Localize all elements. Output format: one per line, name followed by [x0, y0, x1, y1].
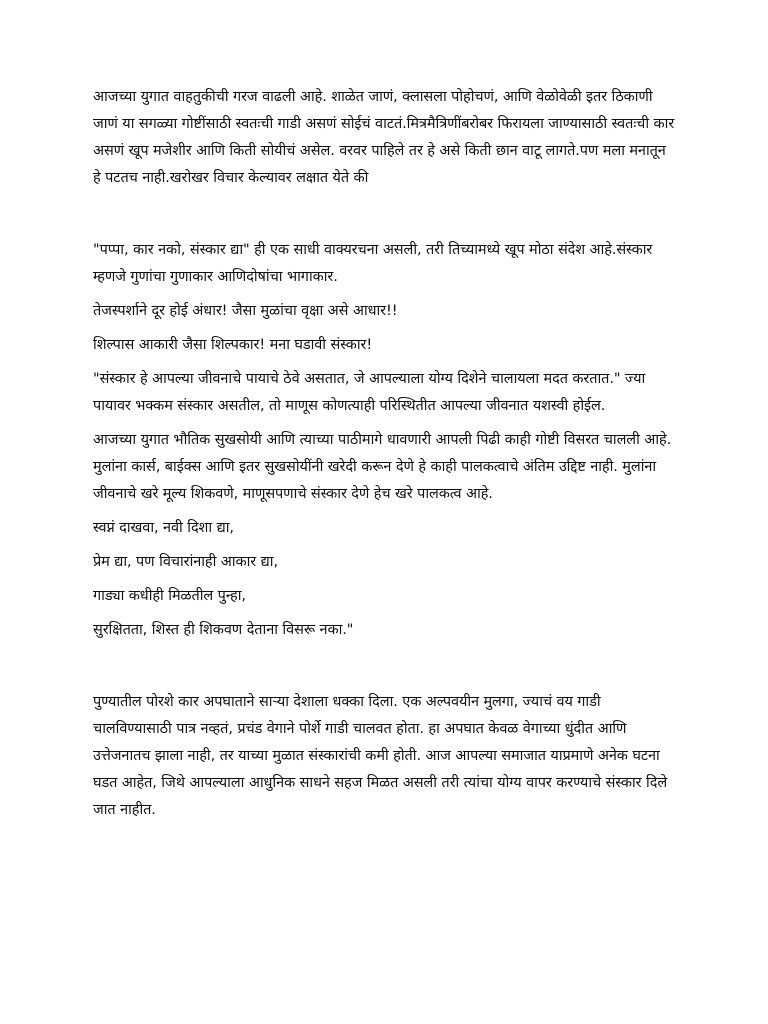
- paragraph-spacer: [93, 291, 675, 298]
- paragraph-spacer: [93, 644, 675, 689]
- paragraph-spacer: [93, 610, 675, 617]
- paragraph-spacer: [93, 359, 675, 366]
- paragraph-intro: आजच्या युगात वाहतुकीची गरज वाढली आहे. शाळेत जाणं, क्लासला पोहोचणं, आणि वेळोवेळी इतर ठिकाणी जाणं या सगळ्या गोष्टींसाठी स्वतःची गाडी असणं सोईचं वाटतं.मित्रमैत्रिणींबरोबर फिरायला जाण्यासाठी स्वतःची कार असणं खूप मजेशीर आणि किती सोयीचं असेल. वरवर पाहिले तर हे असे किती छान वाटू लागते.पण मला मनातून हे पटतच नाही.खरोखर विचार केल्यावर लक्षात येते की: [93, 89, 675, 186]
- paragraph-title-quote: "पप्पा, कार नको, संस्कार द्या" ही एक साधी वाक्यरचना असली, तरी तिच्यामध्ये खूप मोठा संदेश आहे.संस्कार म्हणजे गुणांचा गुणाकार आणिदोषांचा भागाकार.: [93, 242, 653, 285]
- paragraph-sanskar-quote: "संस्कार हे आपल्या जीवनाचे पायाचे ठेवे असतात, जे आपल्याला योग्य दिशेने चालायला मदत करतात." ज्या पायावर भक्कम संस्कार असतील, तो माणूस कोणत्याही परिस्थितीत आपल्या जीवनात यशस्वी होईल.: [93, 371, 646, 414]
- paragraph-spacer: [93, 325, 675, 332]
- paragraph-spacer: [93, 576, 675, 583]
- paragraph-spacer: [93, 192, 675, 237]
- paragraph-modern-age: आजच्या युगात भौतिक सुखसोयी आणि त्याच्या पाठीमागे धावणारी आपली पिढी काही गोष्टी विसरत चालली आहे. मुलांना कार्स, बाईक्स आणि इतर सुखसोयींनी खरेदी करून देणे हे काही पालकत्वाचे अंतिम उद्दिष्ट नाही. मुलांना जीवनाचे खरे मूल्य शिकवणे, माणूसपणाचे संस्कार देणे हेच खरे पालकत्व आहे.: [93, 432, 672, 502]
- verse-line-2: शिल्पास आकारी जैसा शिल्पकार! मना घडावी संस्कार!: [93, 337, 373, 353]
- poem-line-1: स्वप्नं दाखवा, नवी दिशा द्या,: [93, 520, 234, 536]
- paragraph-spacer: [93, 508, 675, 515]
- poem-line-3: गाड्या कधीही मिळतील पुन्हा,: [93, 588, 246, 604]
- verse-line-1: तेजस्पर्शाने दूर होई अंधार! जैसा मुळांचा वृक्षा असे आधार!!: [93, 303, 398, 319]
- poem-line-4: सुरक्षितता, शिस्त ही शिकवण देताना विसरू नका.": [93, 622, 354, 638]
- paragraph-spacer: [93, 542, 675, 549]
- document-body: [93, 84, 675, 824]
- paragraph-spacer: [93, 420, 675, 427]
- paragraph-porsche-accident: पुण्यातील पोरशे कार अपघाताने साऱ्या देशाला धक्का दिला. एक अल्पवयीन मुलगा, ज्याचं वय गाडी चालविण्यासाठी पात्र नव्हतं, प्रचंड वेगाने पोर्शे गाडी चालवत होता. हा अपघात केवळ वेगाच्या धुंदीत आणि उत्तेजनातच झाला नाही, तर याच्या मुळात संस्कारांची कमी होती. आज आपल्या समाजात याप्रमाणे अनेक घटना घडत आहेत, जिथे आपल्याला आधुनिक साधने सहज मिळत असली तरी त्यांचा योग्य वापर करण्याचे संस्कार दिले जात नाहीत.: [93, 694, 668, 818]
- poem-line-2: प्रेम द्या, पण विचारांनाही आकार द्या,: [93, 554, 278, 570]
